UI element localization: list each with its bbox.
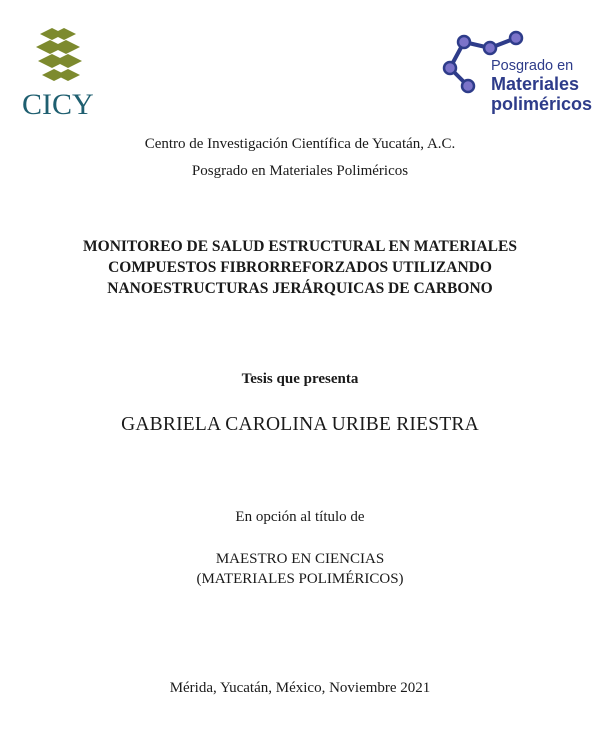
place-date: Mérida, Yucatán, México, Noviembre 2021: [169, 680, 431, 696]
degree-line: (MATERIALES POLIMÉRICOS): [196, 571, 404, 587]
thesis-title: [0, 236, 600, 299]
posgrado-logo-line2: Materiales: [491, 74, 580, 94]
posgrado-logo-line1: Posgrado en: [491, 58, 574, 74]
cicy-logo-text: CICY: [22, 88, 94, 121]
posgrado-logo: [438, 28, 598, 120]
option-label: En opción al título de: [235, 509, 365, 525]
presented-by-label: Tesis que presenta: [241, 371, 359, 387]
degree: [0, 549, 600, 589]
thesis-title-line: COMPUESTOS FIBRORREFORZADOS UTILIZANDO: [108, 259, 492, 276]
author-name: GABRIELA CAROLINA URIBE RIESTRA: [121, 414, 479, 435]
thesis-title-line: NANOESTRUCTURAS JERÁRQUICAS DE CARBONO: [107, 280, 493, 297]
program-name: Posgrado en Materiales Poliméricos: [191, 163, 409, 179]
posgrado-logo-line3: poliméricos: [491, 94, 593, 114]
thesis-title-line: MONITOREO DE SALUD ESTRUCTURAL EN MATERIALES: [83, 238, 517, 255]
cicy-logo: [22, 28, 112, 123]
institution-name: Centro de Investigación Científica de Yucatán, A.C.: [144, 136, 456, 152]
cicy-leaf-icon: [22, 28, 112, 90]
degree-line: MAESTRO EN CIENCIAS: [215, 551, 385, 567]
